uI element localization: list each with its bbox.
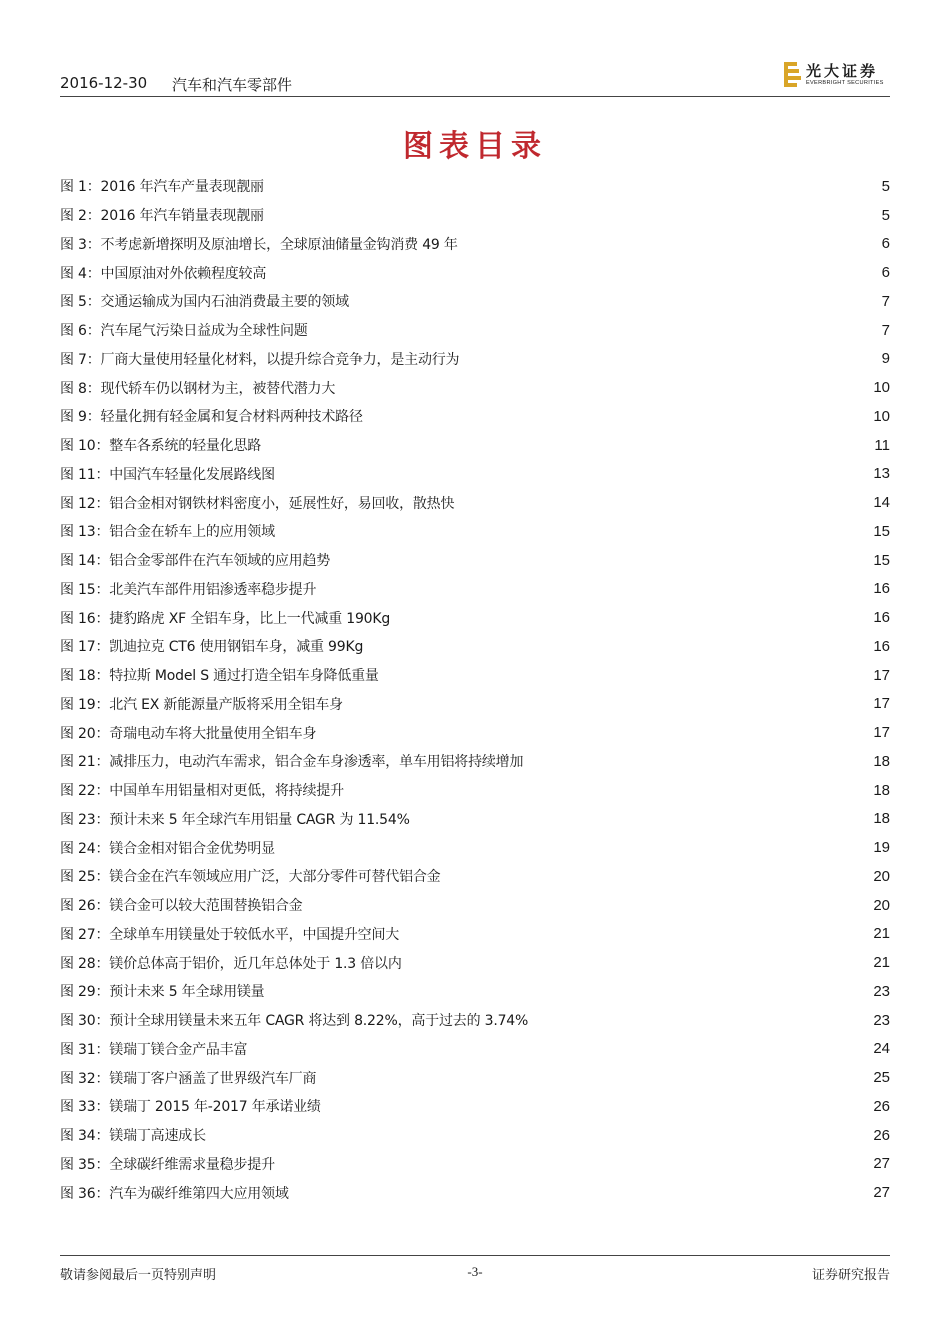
toc-entry-page[interactable]: 26 bbox=[873, 1097, 890, 1115]
toc-entry-label[interactable]: 图 20：奇瑞电动车将大批量使用全铝车身 bbox=[60, 725, 317, 742]
toc-entry[interactable] bbox=[60, 833, 890, 862]
toc-entry-page[interactable]: 5 bbox=[881, 177, 890, 195]
toc-entry-label[interactable]: 图 19：北汽 EX 新能源量产版将采用全铝车身 bbox=[60, 696, 343, 713]
toc-dot-leader bbox=[268, 179, 876, 193]
toc-dot-leader bbox=[210, 1128, 869, 1142]
toc-entry-label[interactable]: 图 31：镁瑞丁镁合金产品丰富 bbox=[60, 1041, 248, 1058]
toc-entry-label[interactable]: 图 2：2016 年汽车销量表现靓丽 bbox=[60, 208, 264, 225]
toc-entry-label[interactable]: 图 21：减排压力，电动汽车需求，铝合金车身渗透率，单车用铝将持续增加 bbox=[60, 754, 524, 771]
toc-entry-label[interactable]: 图 25：镁合金在汽车领域应用广泛，大部分零件可替代铝合金 bbox=[60, 869, 441, 886]
toc-dot-leader bbox=[367, 639, 869, 653]
toc-entry-label[interactable]: 图 7：厂商大量使用轻量化材料，以提升综合竞争力，是主动行为 bbox=[60, 351, 460, 368]
toc-dot-leader bbox=[268, 984, 869, 998]
toc-dot-leader bbox=[320, 1071, 869, 1085]
toc-entry[interactable] bbox=[60, 546, 890, 575]
toc-dot-leader bbox=[458, 496, 869, 510]
toc-entry-label[interactable]: 图 36：汽车为碳纤维第四大应用领域 bbox=[60, 1185, 289, 1202]
company-logo bbox=[784, 60, 890, 92]
toc-entry-page[interactable]: 17 bbox=[873, 724, 890, 742]
toc-entry[interactable] bbox=[60, 517, 890, 546]
footer-page-number: -3- bbox=[467, 1264, 483, 1279]
toc-dot-leader bbox=[347, 697, 870, 711]
toc-entry-label[interactable]: 图 18：特拉斯 Model S 通过打造全铝车身降低重量 bbox=[60, 668, 379, 685]
toc-entry[interactable] bbox=[60, 603, 890, 632]
toc-entry-label[interactable]: 图 11：中国汽车轻量化发展路线图 bbox=[60, 466, 275, 483]
toc-entry-label[interactable]: 图 4：中国原油对外依赖程度较高 bbox=[60, 265, 267, 282]
toc-entry-page[interactable]: 23 bbox=[873, 1011, 890, 1029]
toc-entry-label[interactable]: 图 24：镁合金相对铝合金优势明显 bbox=[60, 840, 275, 857]
toc-entry-page[interactable]: 23 bbox=[873, 982, 890, 1000]
toc-entry[interactable] bbox=[60, 920, 890, 949]
toc-entry[interactable] bbox=[60, 1006, 890, 1035]
toc-entry[interactable] bbox=[60, 977, 890, 1006]
toc-entry-label[interactable]: 图 16：捷豹路虎 XF 全铝车身，比上一代减重 190Kg bbox=[60, 610, 391, 627]
toc-entry-page[interactable]: 15 bbox=[873, 522, 890, 540]
toc-dot-leader bbox=[251, 1042, 869, 1056]
toc-entry-page[interactable]: 21 bbox=[873, 954, 890, 972]
toc-dot-leader bbox=[320, 726, 869, 740]
toc-dot-leader bbox=[383, 668, 870, 682]
toc-entry[interactable] bbox=[60, 1150, 890, 1179]
toc-entry-label[interactable]: 图 9：轻量化拥有轻金属和复合材料两种技术路径 bbox=[60, 409, 363, 426]
toc-entry-label[interactable]: 图 6：汽车尾气污染日益成为全球性问题 bbox=[60, 323, 308, 340]
toc-entry[interactable] bbox=[60, 488, 890, 517]
toc-entry[interactable] bbox=[60, 661, 890, 690]
toc-entry-label[interactable]: 图 28：镁价总体高于铝价，近几年总体处于 1.3 倍以内 bbox=[60, 955, 402, 972]
toc-entry-label[interactable]: 图 15：北美汽车部件用铝渗透率稳步提升 bbox=[60, 581, 317, 598]
logo-english-name: EVERBRIGHT SECURITIES bbox=[806, 80, 884, 86]
toc-entry-page[interactable]: 6 bbox=[881, 264, 890, 282]
toc-entry-page[interactable]: 17 bbox=[873, 695, 890, 713]
page-title: 图表目录 bbox=[403, 129, 547, 164]
toc-entry-page[interactable]: 24 bbox=[873, 1040, 890, 1058]
toc-dot-leader bbox=[532, 1013, 869, 1027]
toc-dot-leader bbox=[403, 927, 869, 941]
toc-entry-label[interactable]: 图 26：镁合金可以较大范围替换铝合金 bbox=[60, 898, 303, 915]
toc-dot-leader bbox=[414, 812, 870, 826]
toc-dot-leader bbox=[394, 611, 869, 625]
toc-entry-label[interactable]: 图 22：中国单车用铝量相对更低，将持续提升 bbox=[60, 783, 344, 800]
toc-dot-leader bbox=[312, 323, 876, 337]
toc-dot-leader bbox=[334, 553, 869, 567]
toc-dot-leader bbox=[462, 237, 876, 251]
toc-entry-label[interactable]: 图 3：不考虑新增探明及原油增长，全球原油储量金钩消费 49 年 bbox=[60, 236, 458, 253]
toc-entry-page[interactable]: 13 bbox=[873, 465, 890, 483]
toc-entry-page[interactable]: 19 bbox=[873, 839, 890, 857]
footer-report-type: 证券研究报告 bbox=[811, 1268, 890, 1283]
toc-entry[interactable] bbox=[60, 805, 890, 834]
toc-entry-page[interactable]: 20 bbox=[873, 867, 890, 885]
toc-dot-leader bbox=[463, 352, 876, 366]
toc-entry-page[interactable]: 26 bbox=[873, 1126, 890, 1144]
toc-dot-leader bbox=[353, 294, 876, 308]
toc-entry[interactable] bbox=[60, 1121, 890, 1150]
toc-entry[interactable] bbox=[60, 402, 890, 431]
toc-entry-page[interactable]: 9 bbox=[881, 350, 890, 368]
toc-entry-page[interactable]: 16 bbox=[873, 580, 890, 598]
toc-dot-leader bbox=[279, 524, 869, 538]
toc-dot-leader bbox=[268, 208, 876, 222]
footer-divider bbox=[60, 1255, 890, 1256]
toc-dot-leader bbox=[348, 783, 869, 797]
toc-entry[interactable] bbox=[60, 1092, 890, 1121]
toc-entry[interactable] bbox=[60, 373, 890, 402]
toc-dot-leader bbox=[325, 1099, 870, 1113]
toc-entry-page[interactable]: 20 bbox=[873, 896, 890, 914]
toc-entry-page[interactable]: 10 bbox=[873, 379, 890, 397]
toc-entry-label[interactable]: 图 14：铝合金零部件在汽车领域的应用趋势 bbox=[60, 553, 331, 570]
toc-entry[interactable] bbox=[60, 1178, 890, 1207]
toc-entry-label[interactable]: 图 23：预计未来 5 年全球汽车用铝量 CAGR 为 11.54% bbox=[60, 811, 410, 828]
toc-dot-leader bbox=[527, 754, 869, 768]
toc-entry[interactable] bbox=[60, 862, 890, 891]
toc-dot-leader bbox=[444, 869, 869, 883]
toc-entry-page[interactable]: 14 bbox=[873, 494, 890, 512]
toc-entry[interactable] bbox=[60, 172, 890, 201]
toc-entry-page[interactable]: 15 bbox=[873, 551, 890, 569]
report-sector: 汽车和汽车零部件 bbox=[172, 76, 293, 94]
toc-entry[interactable] bbox=[60, 690, 890, 719]
toc-entry-page[interactable]: 5 bbox=[881, 206, 890, 224]
toc-dot-leader bbox=[279, 1157, 869, 1171]
toc-entry[interactable] bbox=[60, 460, 890, 489]
toc-entry[interactable] bbox=[60, 1035, 890, 1064]
toc-entry-page[interactable]: 11 bbox=[874, 436, 890, 454]
toc-entry[interactable] bbox=[60, 718, 890, 747]
toc-entry[interactable] bbox=[60, 575, 890, 604]
toc-entry-label[interactable]: 图 13：铝合金在轿车上的应用领域 bbox=[60, 524, 275, 541]
toc-entry-label[interactable]: 图 29：预计未来 5 年全球用镁量 bbox=[60, 984, 265, 1001]
footer-disclaimer: 敬请参阅最后一页特别声明 bbox=[60, 1268, 217, 1283]
toc-entry-page[interactable]: 16 bbox=[873, 609, 890, 627]
page-header bbox=[60, 60, 890, 96]
toc-entry-page[interactable]: 18 bbox=[873, 752, 890, 770]
toc-entry-label[interactable]: 图 17：凯迪拉克 CT6 使用钢铝车身，减重 99Kg bbox=[60, 639, 364, 656]
toc-entry[interactable] bbox=[60, 632, 890, 661]
toc-entry[interactable] bbox=[60, 948, 890, 977]
toc-entry[interactable] bbox=[60, 258, 890, 287]
toc-entry[interactable] bbox=[60, 201, 890, 230]
toc-entry[interactable] bbox=[60, 891, 890, 920]
toc-entry-page[interactable]: 10 bbox=[873, 407, 890, 425]
toc-entry-page[interactable]: 27 bbox=[873, 1155, 890, 1173]
toc-entry[interactable] bbox=[60, 287, 890, 316]
toc-entry-page[interactable]: 17 bbox=[873, 666, 890, 684]
toc-dot-leader bbox=[339, 381, 869, 395]
toc-entry-label[interactable]: 图 27：全球单车用镁量处于较低水平，中国提升空间大 bbox=[60, 926, 400, 943]
toc-entry-label[interactable]: 图 35：全球碳纤维需求量稳步提升 bbox=[60, 1156, 275, 1173]
toc-dot-leader bbox=[306, 898, 869, 912]
toc-entry-label[interactable]: 图 34：镁瑞丁高速成长 bbox=[60, 1128, 206, 1145]
toc-entry-page[interactable]: 25 bbox=[873, 1069, 890, 1087]
toc-dot-leader bbox=[367, 409, 870, 423]
toc-entry[interactable] bbox=[60, 345, 890, 374]
toc-dot-leader bbox=[279, 841, 869, 855]
report-date: 2016-12-30 bbox=[60, 74, 148, 92]
header-divider bbox=[60, 96, 890, 97]
toc-entry[interactable] bbox=[60, 230, 890, 259]
toc-dot-leader bbox=[406, 956, 870, 970]
toc-entry-page[interactable]: 18 bbox=[873, 781, 890, 799]
toc-entry-label[interactable]: 图 32：镁瑞丁客户涵盖了世界级汽车厂商 bbox=[60, 1070, 317, 1087]
logo-chinese-name: 光大证券 bbox=[806, 62, 879, 80]
toc-entry[interactable] bbox=[60, 316, 890, 345]
toc-entry-label[interactable]: 图 33：镁瑞丁 2015 年-2017 年承诺业绩 bbox=[60, 1099, 321, 1116]
toc-entry-label[interactable]: 图 12：铝合金相对钢铁材料密度小，延展性好，易回收，散热快 bbox=[60, 495, 455, 512]
toc-entry-label[interactable]: 图 5：交通运输成为国内石油消费最主要的领域 bbox=[60, 294, 349, 311]
toc-dot-leader bbox=[279, 467, 869, 481]
toc-dot-leader bbox=[270, 266, 876, 280]
toc-entry-page[interactable]: 27 bbox=[873, 1184, 890, 1202]
toc-entry-page[interactable]: 21 bbox=[873, 925, 890, 943]
toc-entry[interactable] bbox=[60, 431, 890, 460]
toc-entry-label[interactable]: 图 8：现代轿车仍以钢材为主，被替代潜力大 bbox=[60, 380, 336, 397]
toc-entry-page[interactable]: 7 bbox=[881, 292, 890, 310]
toc-entry-page[interactable]: 18 bbox=[873, 810, 890, 828]
toc-entry-page[interactable]: 16 bbox=[873, 637, 890, 655]
toc-entry-label[interactable]: 图 10：整车各系统的轻量化思路 bbox=[60, 438, 262, 455]
toc-entry-label[interactable]: 图 1：2016 年汽车产量表现靓丽 bbox=[60, 179, 264, 196]
toc-dot-leader bbox=[293, 1186, 870, 1200]
figure-table-of-contents bbox=[60, 172, 890, 1207]
toc-entry[interactable] bbox=[60, 776, 890, 805]
toc-entry-page[interactable]: 7 bbox=[881, 321, 890, 339]
toc-entry-label[interactable]: 图 30：预计全球用镁量未来五年 CAGR 将达到 8.22%，高于过去的 3.74% bbox=[60, 1013, 529, 1030]
toc-dot-leader bbox=[320, 582, 869, 596]
toc-entry[interactable] bbox=[60, 747, 890, 776]
logo-mark-icon bbox=[784, 62, 802, 88]
toc-entry[interactable] bbox=[60, 1063, 890, 1092]
toc-dot-leader bbox=[265, 438, 870, 452]
toc-entry-page[interactable]: 6 bbox=[881, 235, 890, 253]
